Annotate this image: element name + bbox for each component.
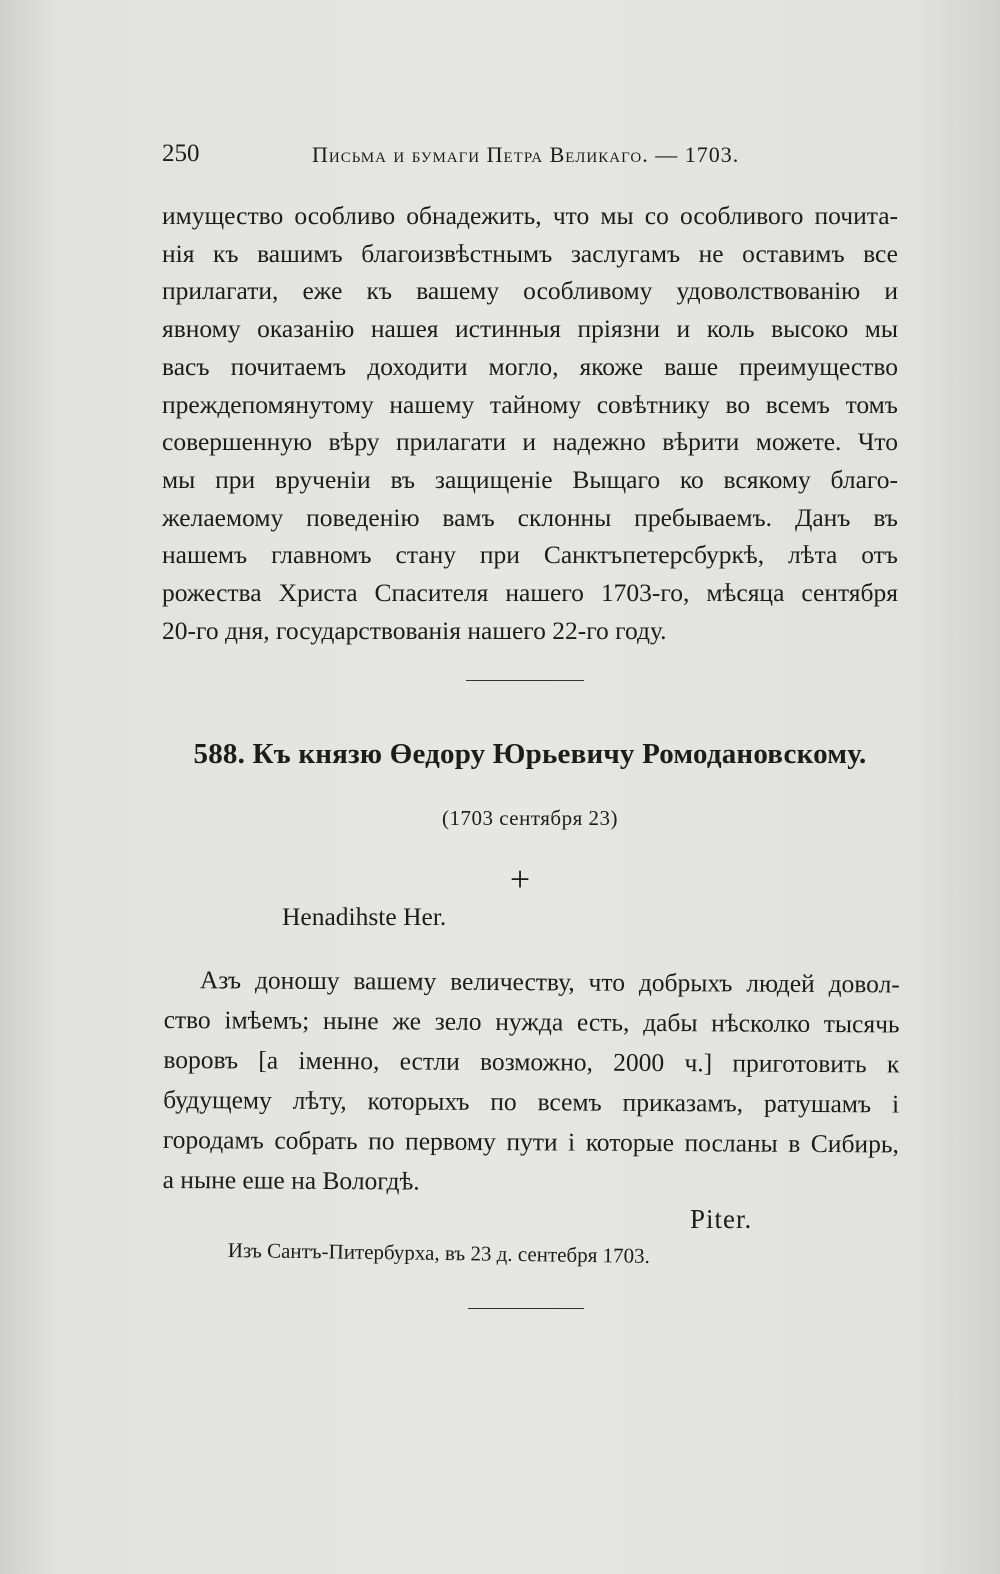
place-date-line: Изъ Сантъ-Питербурха, въ 23 д. сентебря 1703.: [227, 1238, 651, 1268]
text-line: 20-го дня, государствованія нашего 22-го году.: [162, 615, 667, 645]
cross-mark: +: [509, 859, 531, 899]
text-line: Азъ доношу вашему величеству, что добрыхъ людей довол-: [199, 965, 900, 999]
letter-body: [163, 960, 900, 1204]
salutation: Henadihste Her.: [282, 902, 447, 931]
text-line: явному оказанію нашея истинныя пріязни и коль высоко мы: [162, 314, 898, 344]
section-divider: [468, 1308, 584, 1309]
text-line: ство імѣемъ; ныне же зело нужда есть, дабы нѣсколко тысячь: [163, 1004, 900, 1039]
letter-date: (1703 сентября 23): [441, 806, 619, 830]
text-line: воровъ [а іменно, естли возможно, 2000 ч.] приготовить к: [163, 1044, 900, 1079]
text-line: преждепомянутому нашему тайному совѣтнику во всемъ томъ: [162, 389, 898, 419]
text-line: мы при врученіи въ защищеніе Выщаго ко всякому благо-: [162, 464, 898, 494]
text-line: рожества Христа Спасителя нашего 1703-го, мѣсяца сентября: [162, 578, 898, 608]
text-line: васъ почитаемъ доходити могло, якоже ваше преимущество: [162, 351, 898, 381]
text-line: нія къ вашимъ благоизвѣстнымъ заслугамъ не оставимъ все: [162, 238, 898, 268]
signature: Piter.: [690, 1204, 753, 1234]
text-line: городамъ собрать по первому пути і которые посланы в Сибирь,: [162, 1124, 899, 1159]
text-line: совершенную вѣру прилагати и надежно вѣрити можете. Что: [162, 427, 898, 457]
previous-letter-text: [162, 197, 898, 649]
section-divider: [466, 680, 584, 681]
text-line: желаемому поведенію вамъ склонны пребываемъ. Данъ въ: [162, 502, 898, 532]
text-line: прилагати, еже къ вашему особливому удоволствованію и: [162, 276, 898, 306]
letter-heading: 588. Къ князю Өедору Юрьевичу Ромодановскому.: [193, 738, 867, 770]
running-head: Письма и бумаги Петра Великаго. — 1703.: [312, 142, 740, 167]
text-line: а ныне еше на Вологдѣ.: [162, 1164, 420, 1196]
text-line: будущему лѣту, которыхъ по всемъ приказамъ, ратушамъ і: [163, 1084, 900, 1119]
text-line: нашемъ главномъ стану при Санктъпетерсбуркѣ, лѣта отъ: [162, 540, 898, 570]
text-line: имущество особливо обнадежить, что мы со особливого почита-: [162, 201, 898, 230]
page-number: 250: [162, 140, 200, 167]
page-header: [162, 140, 782, 176]
